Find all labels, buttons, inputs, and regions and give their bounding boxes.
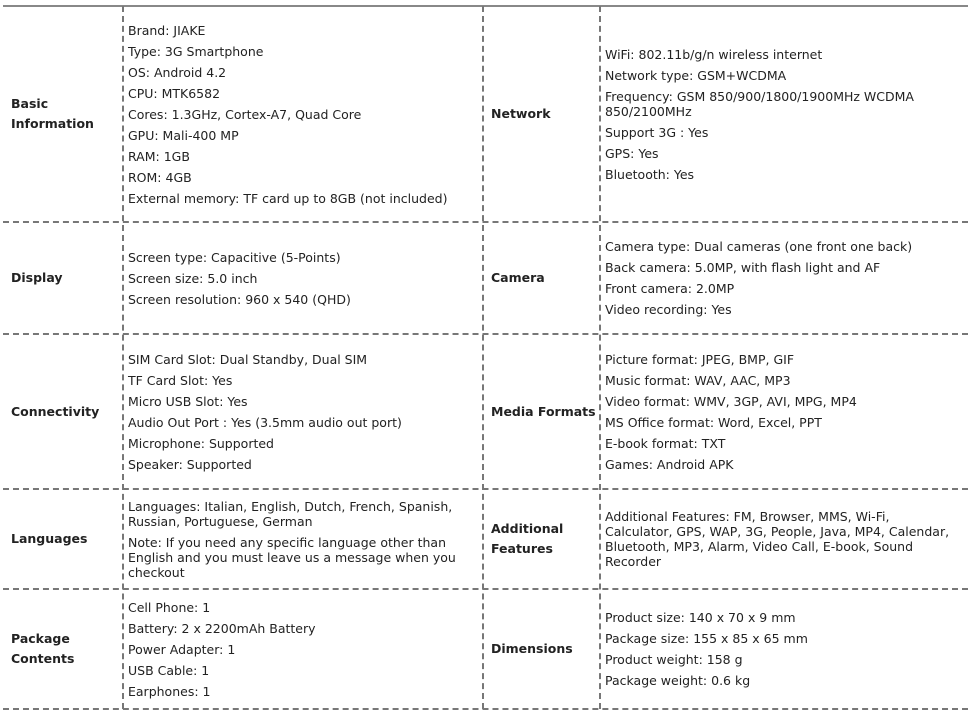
section-values-package-contents — [123, 589, 483, 709]
spec-line: Additional Features: FM, Browser, MMS, Wi-Fi, Calculator, GPS, WAP, 3G, People, Java, MP4, Calendar, Bluetooth, MP3, Alarm, Video Call, E-book, Sound Recorder — [605, 509, 950, 569]
spec-line: Video recording: Yes — [605, 302, 732, 317]
spec-line: Power Adapter: 1 — [128, 641, 236, 657]
spec-line: MS Office format: Word, Excel, PPT — [605, 414, 822, 430]
section-values-camera — [600, 222, 968, 334]
spec-line: WiFi: 802.11b/g/n wireless internet — [605, 46, 823, 62]
spec-line: Cell Phone: 1 — [128, 599, 211, 615]
section-heading: Display — [11, 270, 63, 285]
spec-table — [3, 6, 968, 709]
spec-line: Support 3G : Yes — [605, 124, 709, 140]
spec-line: SIM Card Slot: Dual Standby, Dual SIM — [128, 351, 368, 367]
spec-line: USB Cable: 1 — [128, 662, 210, 678]
section-heading: Connectivity — [11, 403, 100, 419]
spec-line: Package weight: 0.6 kg — [605, 673, 751, 688]
spec-line: E-book format: TXT — [605, 435, 726, 451]
spec-line: Bluetooth: Yes — [605, 166, 695, 182]
spec-line: Micro USB Slot: Yes — [128, 393, 248, 409]
spec-line: RAM: 1GB — [128, 148, 190, 164]
section-label-media-formats — [483, 334, 600, 489]
spec-line: Audio Out Port : Yes (3.5mm audio out port) — [128, 414, 402, 430]
spec-line: Earphones: 1 — [128, 683, 211, 699]
section-values-media-formats — [600, 334, 968, 489]
spec-line: Games: Android APK — [605, 456, 734, 472]
section-heading: Media Formats — [491, 403, 596, 419]
section-label-network — [483, 6, 600, 222]
section-values-connectivity — [123, 334, 483, 489]
section-label-basic-information — [3, 6, 123, 222]
section-label-package-contents — [3, 589, 123, 709]
spec-line: GPU: Mali-400 MP — [128, 127, 239, 143]
section-heading: Languages — [11, 531, 88, 546]
section-label-connectivity — [3, 334, 123, 489]
section-heading: Additional Features — [491, 521, 564, 556]
spec-line: GPS: Yes — [605, 145, 659, 161]
spec-line: Video format: WMV, 3GP, AVI, MPG, MP4 — [605, 393, 857, 409]
spec-line: Cores: 1.3GHz, Cortex-A7, Quad Core — [128, 106, 362, 122]
spec-line: Music format: WAV, AAC, MP3 — [605, 372, 791, 388]
spec-line: Battery: 2 x 2200mAh Battery — [128, 620, 316, 636]
section-heading: Camera — [491, 270, 545, 285]
spec-line: Speaker: Supported — [128, 456, 252, 472]
spec-line: Camera type: Dual cameras (one front one back) — [605, 239, 913, 254]
spec-line: Note: If you need any specific language other than English and you must leave us a message when you checkout — [128, 534, 456, 580]
section-values-network — [600, 6, 968, 222]
spec-line: Screen type: Capacitive (5-Points) — [128, 249, 341, 265]
spec-line: Back camera: 5.0MP, with flash light and AF — [605, 260, 881, 275]
section-values-dimensions — [600, 589, 968, 709]
section-values-languages — [123, 489, 483, 589]
section-label-additional-features — [483, 489, 600, 589]
section-heading: Package Contents — [11, 631, 75, 666]
spec-line: Languages: Italian, English, Dutch, French, Spanish, Russian, Portuguese, German — [128, 498, 453, 529]
spec-line: ROM: 4GB — [128, 169, 192, 185]
section-heading: Basic Information — [11, 96, 94, 131]
spec-line: OS: Android 4.2 — [128, 64, 227, 80]
section-heading: Dimensions — [491, 641, 573, 656]
spec-line: Screen resolution: 960 x 540 (QHD) — [128, 291, 351, 307]
section-values-basic-information — [123, 6, 483, 222]
spec-line: External memory: TF card up to 8GB (not included) — [128, 190, 448, 206]
section-label-languages — [3, 489, 123, 589]
section-values-additional-features — [600, 489, 968, 589]
spec-line: TF Card Slot: Yes — [128, 372, 233, 388]
spec-line: Brand: JIAKE — [128, 22, 206, 38]
section-heading: Network — [491, 106, 551, 121]
spec-line: Product weight: 158 g — [605, 652, 743, 667]
spec-line: CPU: MTK6582 — [128, 85, 221, 101]
spec-line: Front camera: 2.0MP — [605, 281, 735, 296]
spec-line: Picture format: JPEG, BMP, GIF — [605, 351, 795, 367]
spec-line: Product size: 140 x 70 x 9 mm — [605, 610, 796, 625]
section-label-display — [3, 222, 123, 334]
section-label-camera — [483, 222, 600, 334]
spec-line: Type: 3G Smartphone — [128, 43, 264, 59]
section-label-dimensions — [483, 589, 600, 709]
spec-line: Microphone: Supported — [128, 435, 274, 451]
spec-line: Network type: GSM+WCDMA — [605, 67, 787, 83]
spec-line: Package size: 155 x 85 x 65 mm — [605, 631, 808, 646]
spec-line: Screen size: 5.0 inch — [128, 270, 258, 286]
section-values-display — [123, 222, 483, 334]
spec-line: Frequency: GSM 850/900/1800/1900MHz WCDMA 850/2100MHz — [605, 88, 914, 119]
